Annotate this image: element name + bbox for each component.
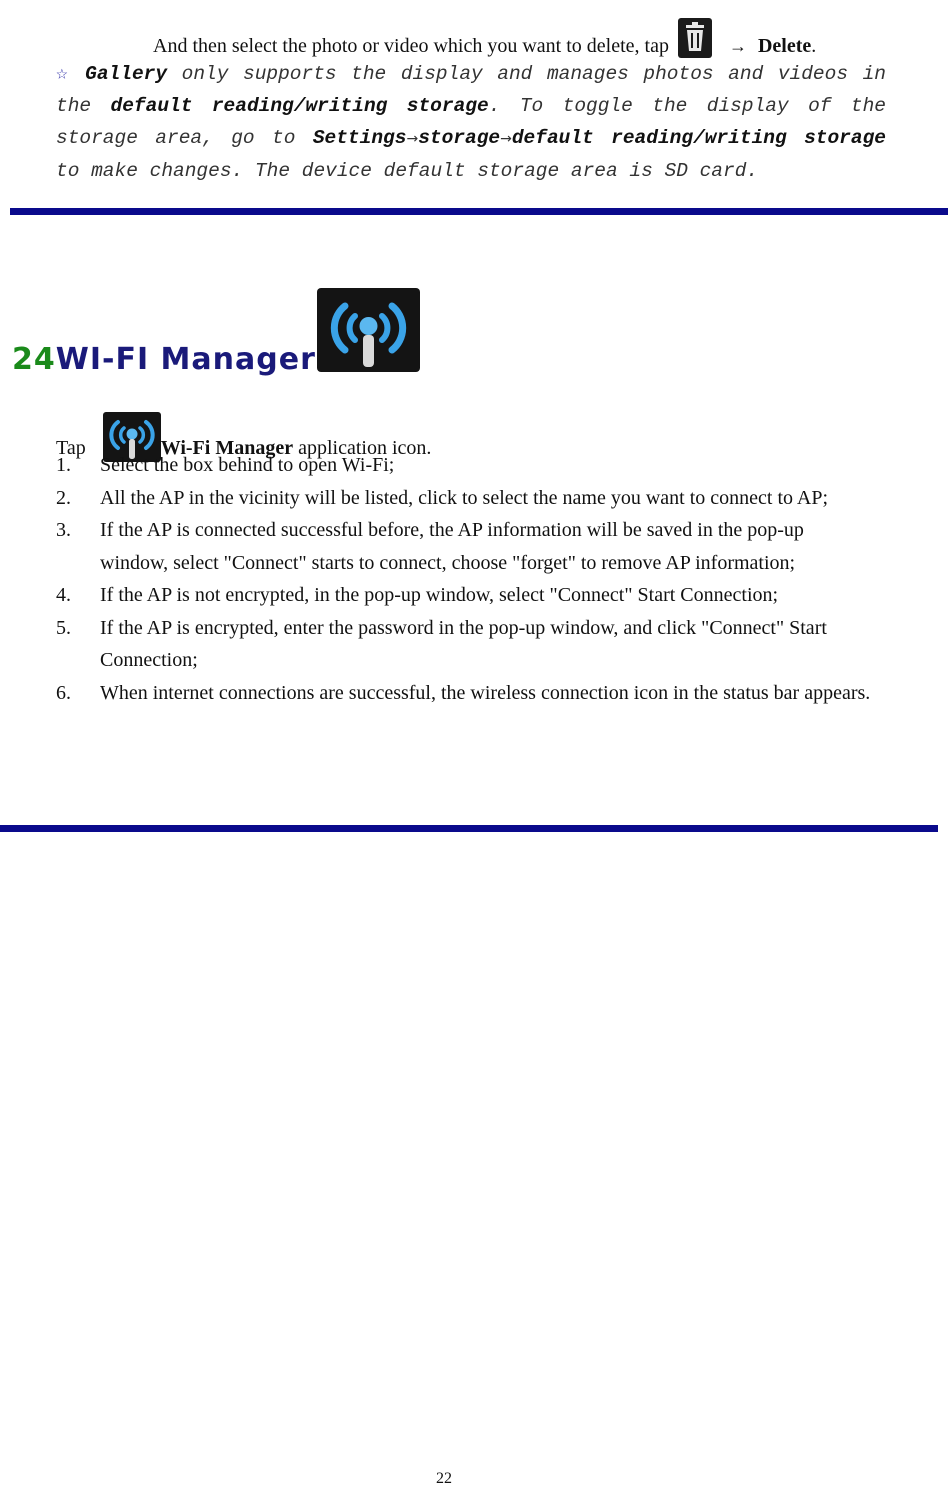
note-path-settings: Settings: [312, 127, 407, 149]
list-item: [56, 579, 876, 612]
section-title: WI-FI Manager: [55, 342, 316, 377]
note-text-2: . To toggle the display of the storage area, go to: [56, 95, 886, 149]
list-item: [56, 449, 876, 482]
page-number: 22: [436, 1470, 452, 1487]
gallery-note: [56, 58, 886, 187]
note-path-storage: storage: [418, 127, 501, 149]
list-item: [56, 677, 876, 710]
intro-text: And then select the photo or video which you want to delete, tap: [153, 35, 669, 57]
note-arrow-1: →: [406, 131, 419, 147]
step-number: 4.: [56, 584, 71, 606]
step-number: 5.: [56, 616, 71, 639]
list-item: [56, 482, 876, 515]
wifi-manager-icon: [317, 288, 420, 372]
intro-period: .: [811, 35, 817, 57]
note-text-3: to make changes. The device default storage area is SD card.: [56, 160, 759, 182]
top-divider: [10, 208, 948, 215]
delete-label: Delete: [757, 35, 812, 57]
note-text-1: only supports the display and manages photos and videos in the: [56, 63, 886, 117]
note-arrow-2: →: [500, 131, 512, 147]
step-text: If the AP is encrypted, enter the password in the pop-up window, and click "Connect" Start Connection;: [100, 616, 827, 671]
note-app-name: Gallery: [85, 63, 168, 85]
step-text: Select the box behind to open Wi-Fi;: [100, 454, 395, 476]
step-text: All the AP in the vicinity will be listed, click to select the name you want to connect to AP;: [100, 486, 829, 509]
step-number: 6.: [56, 681, 71, 704]
step-number: 2.: [56, 486, 71, 509]
step-text: If the AP is not encrypted, in the pop-up window, select "Connect" Start Connection;: [100, 584, 779, 606]
tap-prefix: Tap: [56, 437, 86, 459]
note-storage-term: default reading/writing storage: [110, 95, 489, 117]
step-number: 3.: [56, 519, 71, 541]
list-item: [56, 514, 876, 579]
note-path-default: default reading/writing storage: [511, 127, 886, 149]
tap-app-name: Wi-Fi Manager: [160, 437, 294, 459]
intro-arrow: →: [728, 36, 747, 56]
tap-suffix: application icon.: [293, 437, 432, 459]
star-icon: ☆: [56, 63, 71, 85]
list-item: [56, 612, 876, 677]
bottom-divider: [0, 825, 938, 832]
step-number: 1.: [56, 454, 71, 476]
step-text: If the AP is connected successful before, the AP information will be saved in the pop-up window, select "Connect" starts to connect, choose "forget" to remove AP information;: [100, 519, 804, 574]
step-text: When internet connections are successful, the wireless connection icon in the status bar appears.: [100, 681, 871, 704]
steps-list: [56, 449, 876, 709]
section-number: 24: [12, 342, 56, 377]
section-heading: [12, 340, 316, 380]
